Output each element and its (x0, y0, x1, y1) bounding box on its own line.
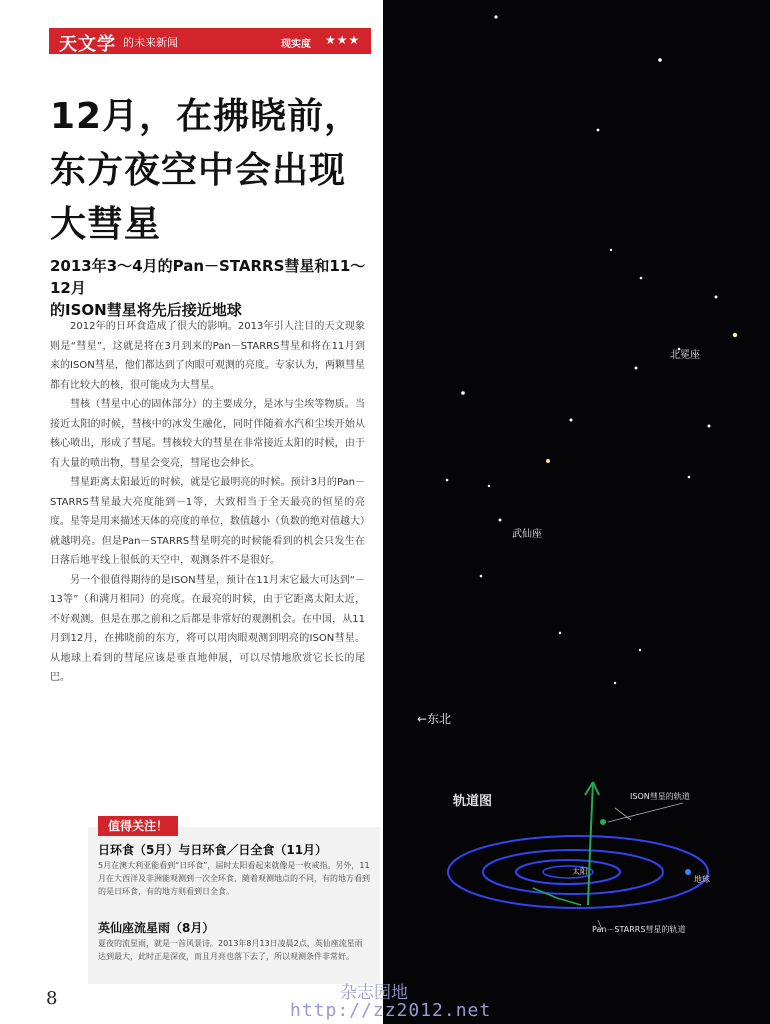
star (708, 425, 711, 428)
section-header-bar (49, 28, 371, 54)
subtitle-line: 2013年3～4月的Pan－STARRS彗星和11～12月 (50, 257, 366, 297)
star (614, 682, 616, 684)
page-number: 8 (46, 988, 58, 1009)
star (640, 277, 643, 280)
star (559, 632, 561, 634)
notice-heading: 英仙座流星雨（8月） (98, 921, 215, 935)
night-sky-panel (383, 0, 770, 1024)
star (461, 391, 465, 395)
notice-tag: 值得关注！ (98, 816, 178, 836)
title-line: 大彗星 (50, 204, 162, 245)
title-line: 东方夜空中会出现 (50, 150, 347, 191)
notice-box (88, 816, 380, 984)
notice-text: 夏夜的流星雨，就是一首风景诗。2013年8月13日凌晨2点，英仙座流星雨达到最大，此时正是深夜，而且月亮也落下去了，所以观测条件非常好。 (98, 939, 363, 961)
star (480, 575, 483, 578)
article-subtitle (50, 255, 380, 321)
star (488, 485, 490, 487)
star (715, 296, 718, 299)
watermark-title: 杂志园地 (340, 983, 408, 1003)
orbit-ellipse (516, 860, 620, 884)
star (635, 367, 638, 370)
direction-label: ←东北 (417, 712, 452, 726)
star (658, 58, 662, 62)
star (546, 459, 550, 463)
constellation-label: 武仙座 (512, 529, 542, 540)
star (570, 419, 573, 422)
earth-marker (685, 869, 691, 875)
body-paragraph: 另一个很值得期待的是ISON彗星，预计在11月末它最大可达到“－13等”（和满月相同）的亮度。在最亮的时候，由于它距离太阳太近，不好观测。但是在那之前和之后都是非常好的观测机会。在中国，从11月到12月，在拂晓前的东方，将可以用肉眼观测到明亮的ISON彗星。从地球上看到的彗尾应该是垂直地伸展，可以尽情地欣赏它长长的尾巴。 (50, 574, 365, 683)
ison-orbit-label: ISON彗星的轨道 (630, 792, 690, 801)
panstarrs-orbit-label: Pan－STARRS彗星的轨道 (592, 925, 686, 934)
panstarrs-orbit-path (533, 888, 581, 905)
subtitle-line: 的ISON彗星将先后接近地球 (50, 301, 242, 319)
article-body (50, 317, 365, 688)
star (639, 649, 641, 651)
orbit-title: 轨道图 (453, 794, 493, 809)
leader-line (608, 803, 683, 822)
body-paragraph: 彗星距离太阳最近的时候，就是它最明亮的时候。预计3月的Pan－STARRS彗星最大亮度能到－1等，大致相当于全天最亮的恒星的亮度。星等是用来描述天体的亮度的单位，数值越小（负数的绝对值越大）就越明亮。但是Pan－STARRS彗星明亮的时候能看到的机会只发生在日落后地平线上很低的天空中，观测条件不是很好。 (50, 477, 365, 566)
star (610, 249, 612, 251)
notice-text: 5月在澳大利亚能看到“日环食”，届时太阳看起来就像是一枚戒指。另外，11月在大西洋及非洲能观测到一次全环食，随着观测地点的不同，有的地方看到的是日环食，有的地方则看到日全食。 (98, 861, 370, 896)
article-title (50, 90, 380, 252)
body-paragraph: 2012年的日环食造成了很大的影响。2013年引人注目的天文现象则是“彗星”，这就是将在3月到来的Pan－STARRS彗星和将在11月到来的ISON彗星，他们都达到了肉眼可观测的亮度。专家认为，两颗彗星都有比较大的核，很可能成为大彗星。 (50, 321, 365, 391)
watermark-url: http://zz2012.net (290, 1000, 492, 1021)
body-paragraph: 彗核（彗星中心的固体部分）的主要成分，是冰与尘埃等物质。当接近太阳的时候，彗核中的冰发生融化，同时伴随着水汽和尘埃开始从核心喷出，形成了彗尾。彗核较大的彗星在非常接近太阳的时候，由于有大量的喷出物，彗星会变亮，彗尾也会伸长。 (50, 399, 365, 469)
earth-label: 地球 (694, 875, 710, 884)
star (446, 479, 449, 482)
realism-label: 现实度 (281, 39, 311, 50)
star (494, 15, 497, 18)
sun-label: 太阳 (572, 867, 588, 876)
comet-marker (600, 819, 606, 825)
section-subtitle: 的未来新闻 (123, 36, 178, 49)
realism-stars: ★★★ (325, 33, 361, 47)
section-title: 天文学 (59, 34, 116, 55)
star (597, 129, 600, 132)
star (688, 476, 691, 479)
star (499, 519, 502, 522)
constellation-label: 北冕座 (670, 350, 700, 361)
sky-chart (383, 0, 770, 1024)
star (733, 333, 737, 337)
title-line: 12月，在拂晓前， (50, 96, 362, 137)
notice-heading: 日环食（5月）与日环食／日全食（11月） (98, 843, 328, 857)
ison-orbit-path (588, 782, 593, 905)
